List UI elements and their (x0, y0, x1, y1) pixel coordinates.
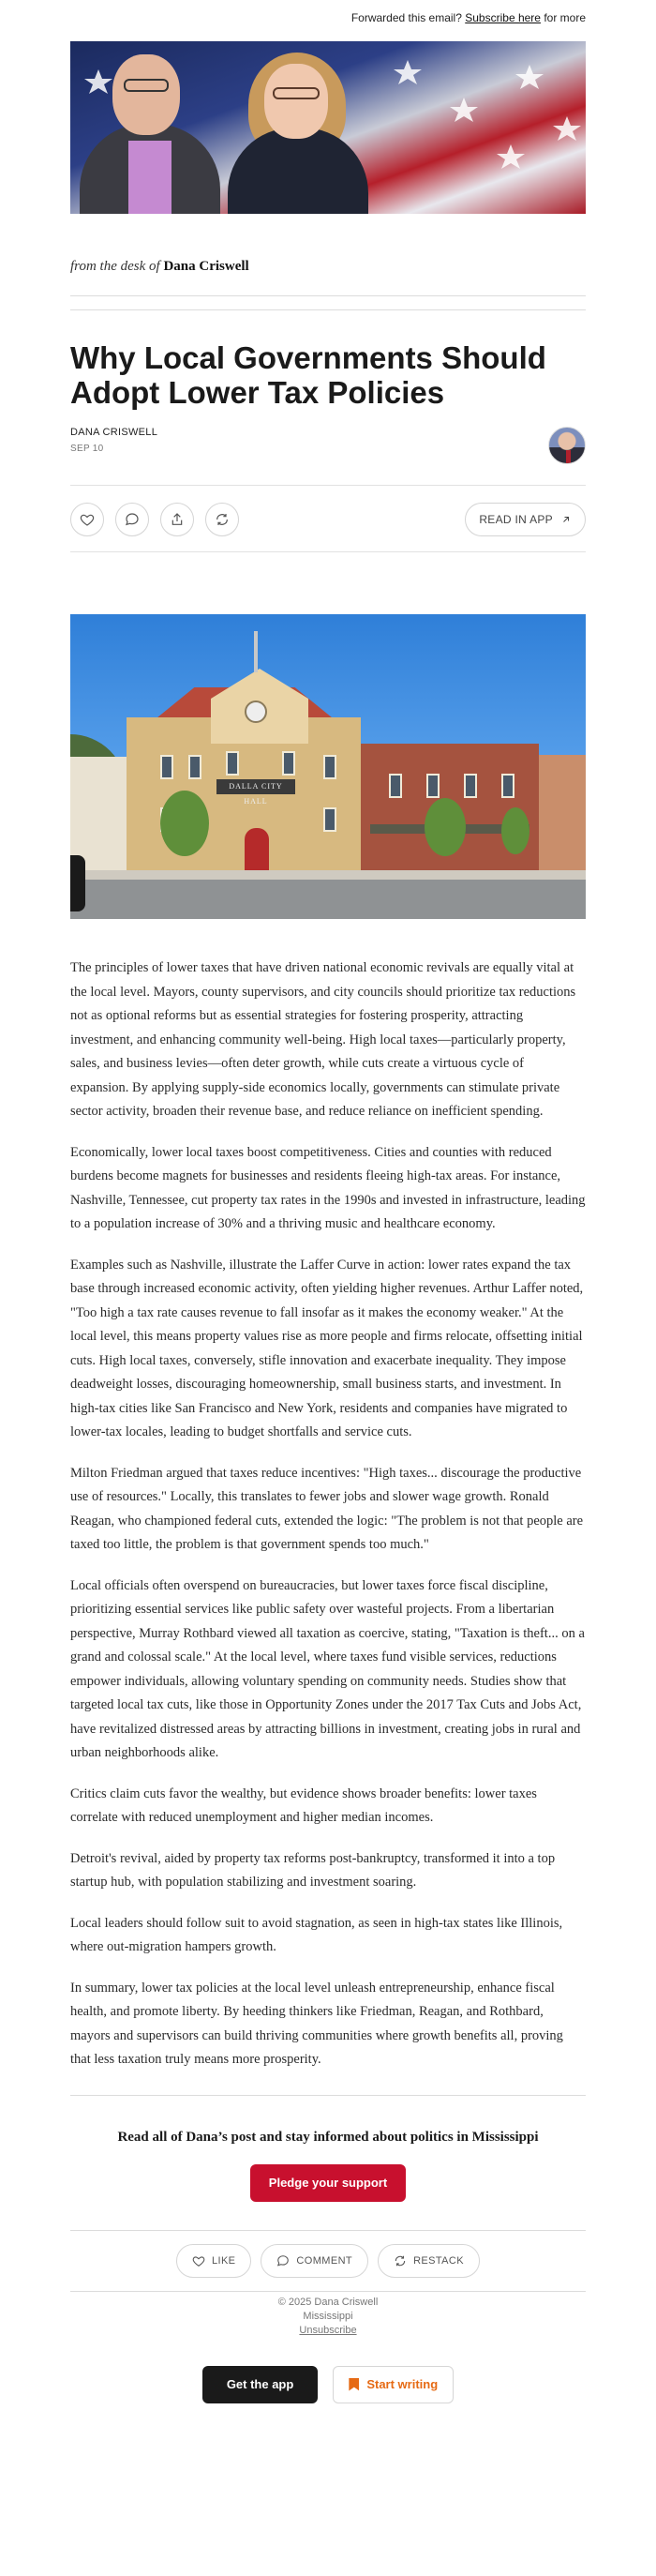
unsubscribe-link[interactable]: Unsubscribe (299, 2324, 357, 2336)
tree (501, 807, 529, 854)
location-text: Mississippi (303, 2310, 353, 2322)
author-name[interactable]: DANA CRISWELL (70, 427, 158, 438)
window (323, 755, 336, 779)
window (501, 774, 514, 798)
header-banner-image (70, 41, 586, 214)
byline (70, 427, 586, 466)
roof-spire (254, 631, 258, 672)
footer-action-bar (0, 2244, 656, 2278)
from-the-desk (70, 259, 586, 275)
footer-restack-button[interactable] (378, 2244, 480, 2278)
man-glasses (124, 79, 169, 92)
footer-comment-button[interactable] (261, 2244, 368, 2278)
city-hall-photo[interactable] (70, 614, 586, 919)
footer-restack-label: RESTACK (413, 2254, 465, 2267)
post-title[interactable]: Why Local Governments Should Adopt Lower Tax Policies (70, 340, 546, 410)
divider (70, 2291, 586, 2292)
window (188, 755, 201, 779)
woman-glasses (273, 87, 320, 99)
desk-author-name: Dana Criswell (163, 259, 249, 274)
subscribe-link[interactable]: Subscribe here (465, 11, 541, 24)
article-paragraph: Detroit's revival, aided by property tax reforms post-bankruptcy, transformed it into a top startup hub, with population stabilizing and investment soaring. (70, 1850, 556, 1890)
window (160, 755, 173, 779)
article-body (70, 957, 586, 2072)
article-paragraph: Economically, lower local taxes boost competitiveness. Cities and counties with reduced burdens become magnets for businesses and residents fleeing high-tax areas. For instance, Nashville, Tennessee, cut property tax rates in the 1990s and invested in infrastructure, leading to a population increase of 30% and a thriving music and healthcare economy. (70, 1144, 586, 1231)
divider (70, 309, 586, 310)
article-paragraph: Examples such as Nashville, illustrate the Laffer Curve in action: lower rates expand the tax base through increased economic activity, often yielding higher revenues. Arthur Laffer noted, "Too high a tax rate causes revenue to fall insofar as it makes the economy weaker." At the local level, this means property values rise as more people and firms relocate, offsetting initial cuts. High local taxes, conversely, stifle innovation and exacerbate inequality. They impose deadweight losses, discouraging homeownership, small business starts, and investment. In high-tax cities like San Francisco and New York, residents and companies have migrated to lower-tax locales, leading to budget shortfalls and service cuts. (70, 1257, 584, 1439)
share-button[interactable] (160, 503, 194, 536)
divider (70, 295, 586, 296)
read-in-app-label: READ IN APP (479, 513, 553, 526)
far-right-building (539, 755, 586, 875)
clock-face (245, 700, 267, 723)
pledge-wrapper (0, 2164, 656, 2202)
footer-like-button[interactable] (176, 2244, 251, 2278)
restack-button[interactable] (205, 503, 239, 536)
article-paragraph: Local officials often overspend on bureaucracies, but lower taxes force fiscal discipline, prioritizing essential services like public safety over wasteful projects. From a libertarian perspective, Murray Rothbard viewed all taxation as coercive, stating, "Taxation is theft... on a grand and colossal scale." At the local level, where taxes fund visible services, reductions empower individuals, allowing voluntary spending on community needs. Studies show that targeted local tax cuts, like those in Opportunity Zones under the 2017 Tax Cuts and Jobs Act, have revitalized distressed areas by attracting billions in investment, creating jobs in rural and urban neighborhoods alike. (70, 1577, 585, 1760)
footer-comment-label: COMMENT (296, 2254, 353, 2267)
footer-like-label: LIKE (211, 2254, 236, 2267)
comment-icon (125, 512, 140, 527)
get-the-app-button[interactable]: Get the app (202, 2366, 319, 2403)
woman-head (264, 64, 328, 139)
divider (70, 2095, 586, 2096)
article-paragraph: Local leaders should follow suit to avoid stagnation, as seen in high-tax states like Illinois, where out-migration hampers growth. (70, 1915, 563, 1954)
comment-icon (276, 2254, 290, 2267)
window (323, 807, 336, 832)
arrow-up-right-icon (560, 514, 572, 525)
article-paragraph: Milton Friedman argued that taxes reduce incentives: "High taxes... discourage the productive use of resources." Locally, this translates to fewer jobs and slower wage growth. Ronald Reagan, who championed federal cuts, extended the logic: "The problem is not that people are taxed too little, the problem is that government spends too much." (70, 1465, 584, 1552)
heart-icon (80, 512, 95, 527)
window (464, 774, 477, 798)
parked-car (70, 855, 85, 911)
tree (425, 798, 466, 856)
red-door (245, 828, 269, 873)
bookmark-icon (349, 2378, 359, 2391)
like-button[interactable] (70, 503, 104, 536)
street (70, 880, 586, 919)
avatar-tie (566, 450, 571, 463)
window (426, 774, 440, 798)
pledge-support-button[interactable]: Pledge your support (250, 2164, 406, 2202)
restack-icon (394, 2254, 407, 2267)
app-buttons (0, 2366, 656, 2403)
copyright-text: © 2025 Dana Criswell (277, 2296, 379, 2308)
window (389, 774, 402, 798)
forward-bar (0, 0, 656, 41)
start-writing-label: Start writing (366, 2377, 439, 2391)
author-avatar[interactable] (548, 427, 586, 464)
divider (70, 2230, 586, 2231)
post-action-bar (70, 485, 586, 552)
forward-prefix: Forwarded this email? (350, 11, 462, 24)
window (282, 751, 295, 776)
sidewalk (70, 870, 586, 880)
read-in-app-button[interactable] (465, 503, 586, 536)
article-paragraph: In summary, lower tax policies at the local level unleash entrepreneurship, enhance fiscal health, and promote liberty. By heeding thinkers like Friedman, Reagan, and Rothbard, mayors and supervisors can build thriving communities where growth benefits all, proving that less taxation truly means more prosperity. (70, 1980, 563, 2067)
window (226, 751, 239, 776)
article-paragraph: Critics claim cuts favor the wealthy, but evidence shows broader benefits: lower taxes correlate with reduced unemployment and higher median incomes. (70, 1785, 537, 1825)
man-head (112, 54, 180, 135)
man-shirt (128, 141, 171, 214)
restack-icon (215, 512, 230, 527)
share-icon (170, 512, 185, 527)
footer-info (0, 2296, 656, 2338)
city-hall-sign: DALLA CITY HALL (216, 779, 295, 794)
comment-button[interactable] (115, 503, 149, 536)
start-writing-button[interactable] (333, 2366, 454, 2403)
heart-icon (192, 2254, 205, 2267)
forward-suffix: for more (544, 11, 586, 24)
tree (160, 791, 209, 856)
subscribe-cta-text: Read all of Dana’s post and stay informed about politics in Mississippi (117, 2129, 539, 2145)
article-paragraph: The principles of lower taxes that have driven national economic revivals are equally vital at the local level. Mayors, county supervisors, and city councils should prioritize tax reductions not as optional reforms but as essential strategies for fostering prosperity, attracting investment, and enhancing community well-being. High local taxes—particularly property, sales, and business levies—often deter growth, while cuts create a virtuous cycle of expansion. By applying supply-side economics locally, governments can stimulate private sector activity, broaden their revenue base, and reduce reliance on inefficient spending. (70, 960, 576, 1119)
post-date: SEP 10 (70, 444, 104, 454)
desk-prefix: from the desk of (70, 259, 160, 274)
